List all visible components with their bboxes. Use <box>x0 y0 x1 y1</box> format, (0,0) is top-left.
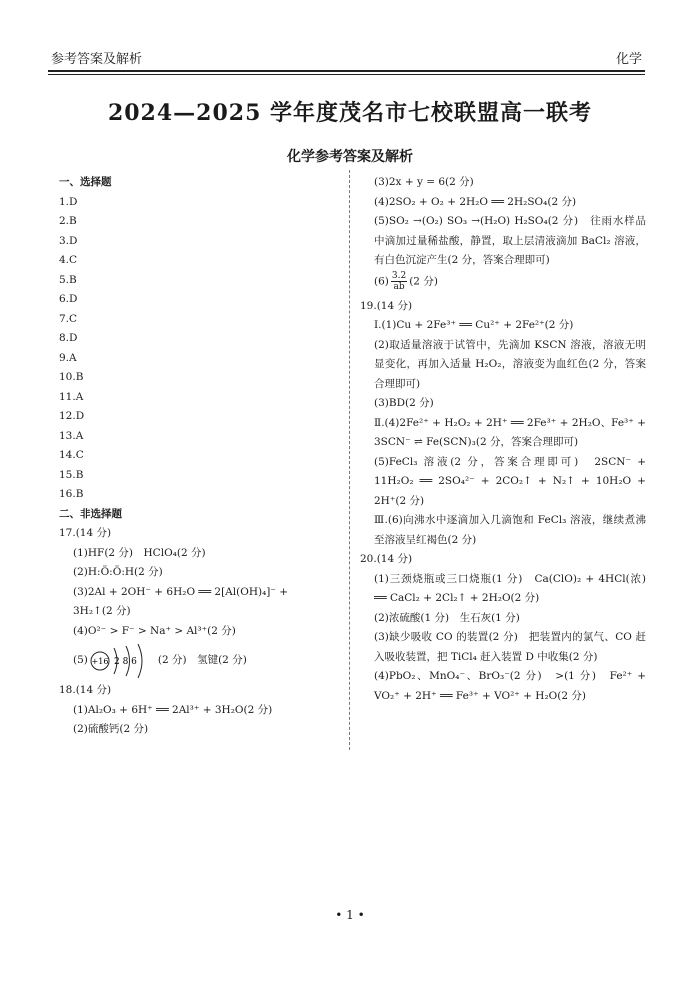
answer-paragraph: (2)取适量溶液于试管中，先滴加 KSCN 溶液，溶液无明显变化，再加入适量 H₂O₂，溶液变为血红色(2 分，答案合理即可) <box>374 338 646 390</box>
answer-paragraph: (5)SO₂ →(O₂) SO₃ →(H₂O) H₂SO₄(2 分) 往雨水样品中滴加过量稀盐酸，静置，取上层清液滴加 BaCl₂ 溶液，有白色沉淀产生(2 分，答案合理即可) <box>374 215 646 266</box>
choice-answer: 1.D <box>59 195 78 208</box>
electron-shells: 2 8 6 <box>113 657 137 667</box>
question-head: 19.(14 分) <box>360 299 413 312</box>
answer-line: (1)HF(2 分) HClO₄(2 分) <box>73 546 206 559</box>
fraction <box>391 271 407 292</box>
answer-paragraph: (5)FeCl₃ 溶液(2 分，答案合理即可) 2SCN⁻ + 11H₂O₂ ══ 2SO₄²⁻ + 2CO₂↑ + N₂↑ + 10H₂O + 2H⁺(2 分) <box>374 455 646 507</box>
answer-line: (3)2Al + 2OH⁻ + 6H₂O ══ 2[Al(OH)₄]⁻ + <box>73 585 289 598</box>
choice-answer: 4.C <box>59 254 78 266</box>
answer-line: (2)硫酸钙(2 分) <box>73 723 149 735</box>
choice-answer: 15.B <box>59 468 84 481</box>
choice-answer: 10.B <box>59 371 84 383</box>
choice-answer: 13.A <box>59 429 84 442</box>
choice-answer: 5.B <box>59 273 77 286</box>
atomic-structure-diagram <box>88 642 152 680</box>
answer-line: (4)O²⁻ > F⁻ > Na⁺ > Al³⁺(2 分) <box>73 624 236 637</box>
page-title: 2024—2025 学年度茂名市七校联盟高一联考 <box>107 100 593 126</box>
header-left-label: 参考答案及解析 <box>51 52 143 67</box>
answer-prefix: (5) <box>73 654 88 667</box>
section-heading: 一、选择题 <box>59 176 112 188</box>
answer-paragraph: (1)三颈烧瓶或三口烧瓶(1 分) Ca(ClO)₂ + 4HCl(浓) ══ CaCl₂ + 2Cl₂↑ + 2H₂O(2 分) <box>374 572 646 604</box>
choice-answer: 3.D <box>59 234 78 247</box>
question-head: 17.(14 分) <box>59 527 112 539</box>
page-subtitle: 化学参考答案及解析 <box>287 149 413 165</box>
choice-answer: 7.C <box>59 312 78 325</box>
answer-line: Ⅰ.(1)Cu + 2Fe³⁺ ══ Cu²⁺ + 2Fe²⁺(2 分) <box>374 319 574 331</box>
answer-paragraph: (3)缺少吸收 CO 的装置(2 分) 把装置内的氯气、CO 赶入吸收装置，把 TiCl₄ 赶入装置 D 中收集(2 分) <box>374 631 646 663</box>
page-number: • 1 • <box>335 908 365 922</box>
header-rule <box>48 70 645 75</box>
answer-line: (3)2x + y = 6(2 分) <box>374 176 474 188</box>
answer-line: (2)浓硫酸(1 分) 生石灰(1 分) <box>374 611 520 624</box>
question-head: 20.(14 分) <box>360 553 413 565</box>
answer-line: (1)Al₂O₃ + 6H⁺ ══ 2Al³⁺ + 3H₂O(2 分) <box>73 703 273 716</box>
answer-paragraph: Ⅲ.(6)向沸水中逐滴加入几滴饱和 FeCl₃ 溶液，继续煮沸至溶液呈红褐色(2 分) <box>374 514 646 546</box>
choice-answer: 14.C <box>59 449 84 461</box>
answer-paragraph: (4)PbO₂、MnO₄⁻、BrO₃⁻(2 分) >(1 分) Fe²⁺ + VO₂⁺ + 2H⁺ ══ Fe³⁺ + VO²⁺ + H₂O(2 分) <box>374 670 646 702</box>
fraction-denominator: ab <box>393 281 405 292</box>
section-heading: 二、非选择题 <box>59 507 122 520</box>
answer-suffix: (2 分) <box>409 275 438 287</box>
right-column <box>360 173 646 706</box>
fraction-numerator: 3.2 <box>391 270 407 281</box>
answer-prefix: (6) <box>374 275 389 287</box>
answer-line: (2)H:Ö:Ö:H(2 分) <box>73 566 163 578</box>
nucleus-charge: +16 <box>91 657 109 666</box>
atomic-structure-answer <box>59 641 339 681</box>
choice-answer: 11.A <box>59 390 84 403</box>
answer-line: (3)BD(2 分) <box>374 397 434 409</box>
header-subject-label: 化学 <box>615 52 642 67</box>
answer-line: (4)2SO₂ + O₂ + 2H₂O ══ 2H₂SO₄(2 分) <box>374 195 577 208</box>
answer-paragraph: Ⅱ.(4)2Fe²⁺ + H₂O₂ + 2H⁺ ══ 2Fe³⁺ + 2H₂O、Fe³⁺ + 3SCN⁻ ⇌ Fe(SCN)₃(2 分，答案合理即可) <box>374 416 646 448</box>
left-column <box>59 173 339 740</box>
choice-answer: 16.B <box>59 488 84 500</box>
answer-suffix: (2 分) 氢键(2 分) <box>157 654 247 667</box>
column-divider <box>349 170 350 750</box>
question-head: 18.(14 分) <box>59 684 112 696</box>
fraction-answer <box>360 271 646 297</box>
choice-answer: 9.A <box>59 351 77 364</box>
choice-answer: 2.B <box>59 215 77 227</box>
choice-answer: 12.D <box>59 410 85 422</box>
choice-answer: 6.D <box>59 293 78 305</box>
choice-answer: 8.D <box>59 332 78 344</box>
answer-line: 3H₂↑(2 分) <box>73 605 131 617</box>
